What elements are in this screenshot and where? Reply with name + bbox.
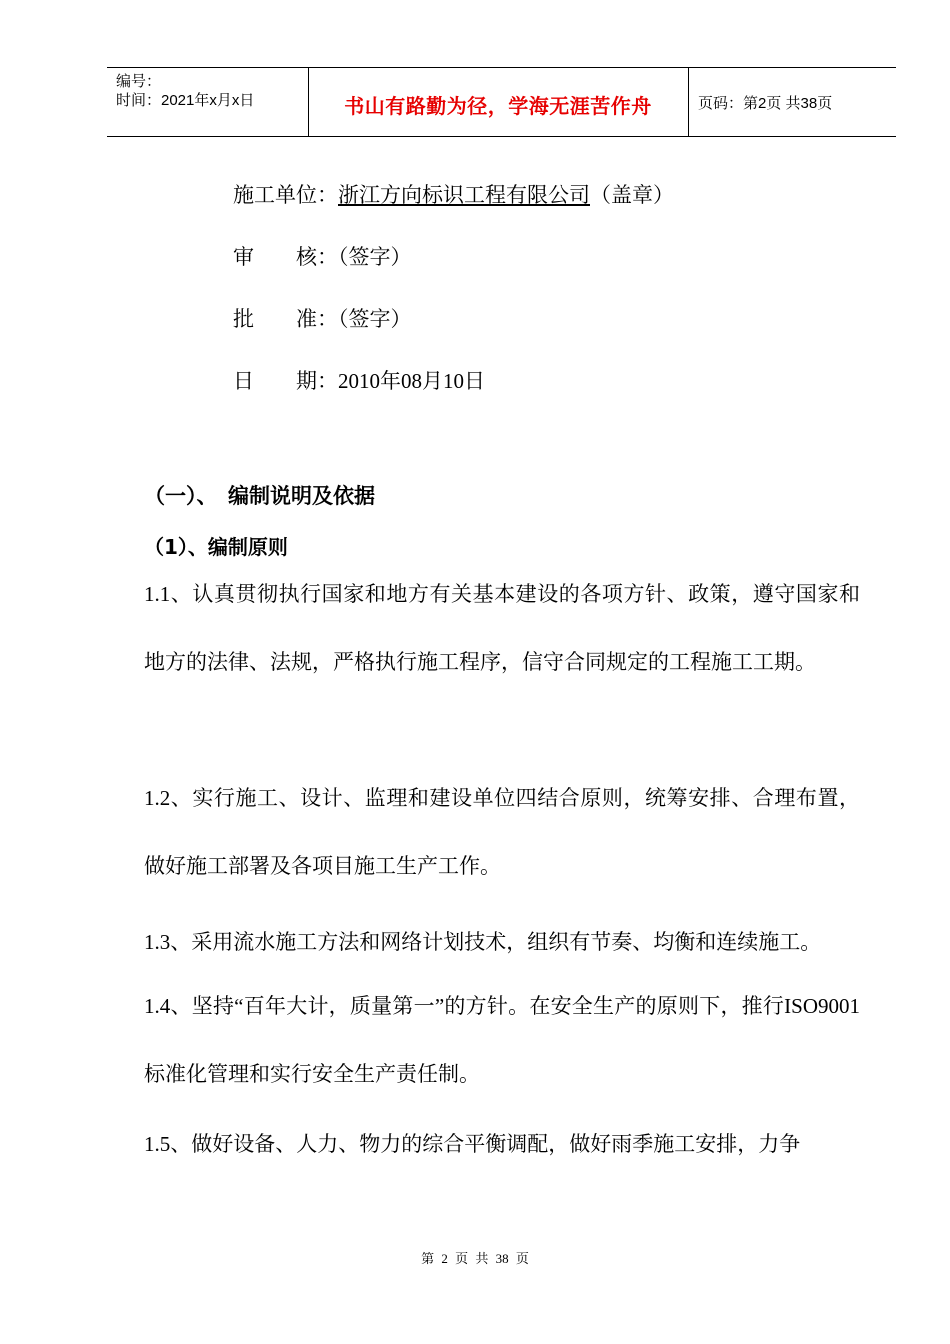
construction-unit-line (233, 182, 674, 208)
page-footer: 第 2 页 共 38 页 (421, 1251, 529, 1266)
review-label: 审 核： (233, 245, 338, 269)
paragraph-1-1: 1.1、认真贯彻执行国家和地方有关基本建设的各项方针、政策，遵守国家和地方的法律、法规，严格执行施工程序，信守合同规定的工程施工工期。 (144, 582, 860, 674)
construction-unit-label: 施工单位： (233, 183, 338, 207)
review-line (233, 244, 412, 270)
header-page-cell (689, 68, 896, 136)
construction-unit-suffix: （盖章） (590, 183, 674, 207)
paragraph-1-2: 1.2、实行施工、设计、监理和建设单位四结合原则，统筹安排、合理布置，做好施工部署及各项目施工生产工作。 (144, 786, 860, 878)
section-heading: （一）、 编制说明及依据 (144, 484, 375, 508)
header-motto-cell (308, 68, 689, 136)
header-meta-cell (107, 68, 309, 136)
paragraph-1-4: 1.4、坚持“百年大计，质量第一”的方针。在安全生产的原则下，推行ISO9001标准化管理和实行安全生产责任制。 (144, 994, 860, 1086)
date-label: 日 期： (233, 369, 338, 393)
document-number: 编号： (116, 73, 162, 90)
header-page-info: 页码：第2页 共38页 (698, 95, 833, 112)
section-subheading: （1）、编制原则 (144, 535, 288, 559)
document-time: 时间：2021年x月x日 (116, 92, 255, 109)
header-motto: 书山有路勤为径，学海无涯苦作舟 (344, 94, 652, 118)
paragraph-1-3: 1.3、采用流水施工方法和网络计划技术，组织有节奏、均衡和连续施工。 (144, 930, 822, 954)
date-value: 2010年08月10日 (338, 369, 485, 393)
paragraph-1-5: 1.5、做好设备、人力、物力的综合平衡调配，做好雨季施工安排，力争 (144, 1132, 801, 1156)
date-line (233, 368, 485, 394)
approve-value: （签字） (338, 307, 412, 331)
approve-line (233, 306, 412, 332)
review-value: （签字） (338, 245, 412, 269)
construction-unit-name: 浙江方向标识工程有限公司 (338, 183, 590, 207)
page-header (107, 67, 896, 137)
approve-label: 批 准： (233, 307, 338, 331)
